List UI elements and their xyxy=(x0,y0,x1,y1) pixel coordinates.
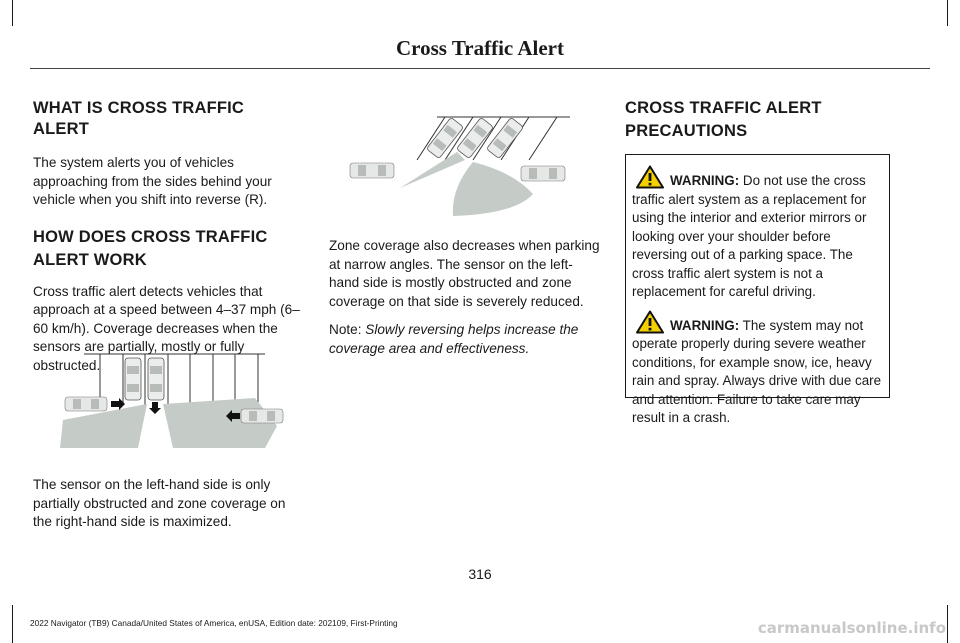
warning-box xyxy=(625,154,890,425)
header-divider xyxy=(30,68,930,69)
crop-mark xyxy=(12,0,13,26)
warning-triangle-icon xyxy=(636,165,664,189)
watermark: carmanualsonline.info xyxy=(757,619,946,637)
body-text: The sensor on the left-hand side is only partially obstructed and zone coverage on the right-hand side is maximized. xyxy=(33,477,286,529)
warning-label: WARNING: xyxy=(670,317,740,333)
column-right xyxy=(625,98,893,142)
section-heading: HOW DOES CROSS TRAFFIC xyxy=(33,227,268,246)
angled-parking-illustration xyxy=(345,110,575,222)
section-heading: PRECAUTIONS xyxy=(625,122,748,140)
section-heading: WHAT IS CROSS TRAFFIC ALERT xyxy=(33,99,245,138)
warning-text: Do not use the cross traffic alert system as a replacement for using the interior and exterior mirrors or looking over your shoulder before reversing out of a parking space. The cross traffic alert system is not a replacement for careful driving. xyxy=(632,173,867,299)
warning-triangle-icon xyxy=(636,310,664,334)
column-middle xyxy=(329,237,601,358)
section-heading: ALERT WORK xyxy=(33,250,147,269)
note xyxy=(329,321,601,358)
page-title: Cross Traffic Alert xyxy=(396,36,564,60)
warning-label: WARNING: xyxy=(670,173,740,188)
body-text: The system alerts you of vehicles approaching from the sides behind your vehicle when you shift into reverse (R). xyxy=(33,155,272,207)
section-heading: CROSS TRAFFIC ALERT xyxy=(625,99,822,117)
warning-text: The system may not operate properly during severe weather conditions, for example snow, ice, heavy rain and spray. Always drive with due care and attention. Failure to take care may result in a crash. xyxy=(632,317,882,425)
body-text: Cross traffic alert detects vehicles that approach at a speed between 4–37 mph (6–60 km/h). Coverage decreases when the sensors are partially, mostly or fully obstructed. xyxy=(33,283,300,373)
warning-paragraph xyxy=(632,310,885,428)
column-left-bottom xyxy=(33,476,301,532)
crop-mark xyxy=(947,0,948,26)
warning-paragraph xyxy=(632,165,885,302)
page-number: 316 xyxy=(468,566,492,582)
crop-mark xyxy=(12,605,13,643)
note-text: Slowly reversing helps increase the coverage area and effectiveness. xyxy=(329,322,579,356)
perpendicular-parking-illustration xyxy=(55,350,290,455)
crop-mark xyxy=(947,605,948,643)
note-label: Note: xyxy=(329,322,362,337)
column-left xyxy=(33,98,301,375)
body-text: Zone coverage also decreases when parking at narrow angles. The sensor on the left-hand side is mostly obstructed and zone coverage on that side is severely reduced. xyxy=(329,238,600,309)
footer-text: 2022 Navigator (TB9) Canada/United States of America, enUSA, Edition date: 202109, First-Printing xyxy=(30,618,398,628)
